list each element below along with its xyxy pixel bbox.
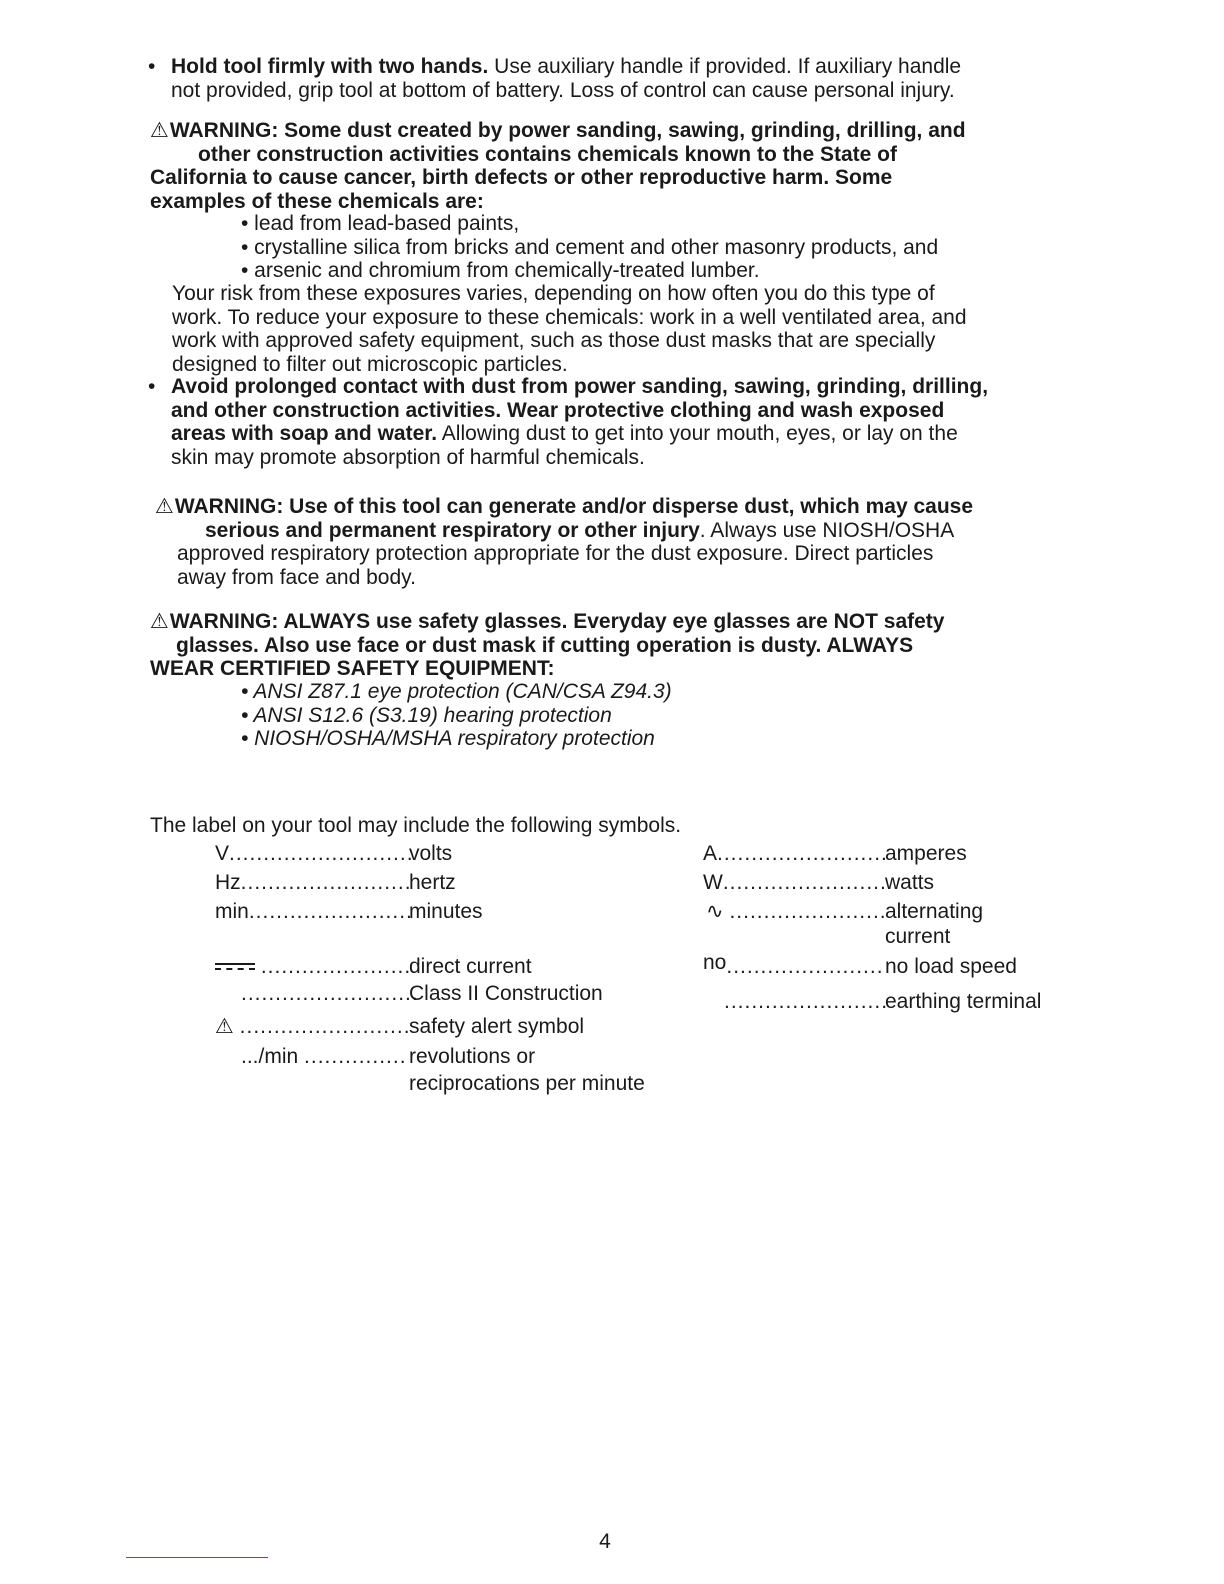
hold-tool-paragraph bbox=[171, 55, 1171, 102]
alternating-current-icon: ∿ bbox=[706, 900, 724, 923]
symbol-meaning-no-load-speed: no load speed bbox=[885, 955, 1017, 978]
warning1-line2: other construction activities contains chemicals known to the State of bbox=[198, 142, 897, 166]
paragraph-line: Your risk from these exposures varies, depending on how often you do this type of bbox=[172, 282, 935, 305]
leader-dots: ...................... bbox=[260, 955, 412, 978]
list-item: • arsenic and chromium from chemically-treated lumber. bbox=[241, 259, 760, 282]
warning3-line3: WEAR CERTIFIED SAFETY EQUIPMENT: bbox=[150, 657, 555, 680]
symbols-intro: The label on your tool may include the following symbols. bbox=[150, 814, 682, 837]
avoid-line1: Avoid prolonged contact with dust from power sanding, sawing, grinding, drilling, bbox=[171, 375, 989, 398]
symbol-row-safety-alert bbox=[215, 1015, 411, 1039]
paragraph-line: work with approved safety equipment, such as those dust masks that are specially bbox=[172, 329, 936, 352]
direct-current-icon bbox=[215, 962, 255, 972]
symbol-glyph: V bbox=[215, 842, 230, 865]
symbol-row-amperes bbox=[703, 842, 888, 866]
symbol-row-class-ii bbox=[241, 982, 419, 1006]
avoid-line4: skin may promote absorption of harmful chemicals. bbox=[171, 445, 645, 469]
symbol-row-minutes bbox=[215, 900, 413, 924]
avoid-line2: and other construction activities. Wear protective clothing and wash exposed bbox=[171, 398, 945, 422]
warning1-line4: examples of these chemicals are: bbox=[150, 189, 484, 213]
warning2-line3: approved respiratory protection appropriate for the dust exposure. Direct particles bbox=[177, 542, 934, 565]
chemical-list bbox=[241, 212, 938, 283]
leader-dots: ........................ bbox=[722, 871, 887, 894]
symbol-row-hertz bbox=[215, 871, 412, 895]
leader-dots: ............... bbox=[304, 1045, 407, 1068]
warning-icon: ⚠ bbox=[150, 119, 169, 142]
meaning-line: revolutions or bbox=[409, 1045, 536, 1068]
symbol-meaning-hertz: hertz bbox=[409, 871, 456, 894]
list-item: • ANSI S12.6 (S3.19) hearing protection bbox=[241, 703, 612, 727]
hold-tool-text-1: Use auxiliary handle if provided. If auxiliary handle bbox=[494, 55, 962, 78]
footer-rule bbox=[126, 1557, 268, 1558]
meaning-line: alternating bbox=[885, 900, 984, 923]
warning1-line3: California to cause cancer, birth defects or other reproductive harm. Some bbox=[150, 166, 893, 189]
symbol-meaning-minutes: minutes bbox=[409, 900, 483, 923]
symbol-row-alternating-current bbox=[706, 900, 887, 924]
warning3-line1: WARNING: ALWAYS use safety glasses. Everyday eye glasses are NOT safety bbox=[169, 610, 945, 633]
list-item: • ANSI Z87.1 eye protection (CAN/CSA Z94.3) bbox=[241, 680, 672, 703]
symbol-glyph: A bbox=[703, 842, 718, 865]
avoid-line3-text: Allowing dust to get into your mouth, eyes, or lay on the bbox=[441, 422, 958, 445]
leader-dots: .......................... bbox=[241, 982, 419, 1005]
symbol-meaning-class-ii: Class II Construction bbox=[409, 982, 603, 1005]
symbol-meaning-safety-alert: safety alert symbol bbox=[409, 1015, 585, 1038]
meaning-line: current bbox=[885, 924, 951, 948]
symbol-glyph: Hz bbox=[215, 871, 241, 894]
leader-dots: ........................ bbox=[248, 900, 413, 923]
symbol-row-volts bbox=[215, 842, 414, 866]
warning-icon: ⚠ bbox=[155, 495, 174, 518]
hold-tool-bold: Hold tool firmly with two hands. bbox=[171, 55, 489, 78]
warning2-line2-text: . Always use NIOSH/OSHA bbox=[699, 518, 955, 542]
avoid-bullet: • bbox=[148, 375, 156, 398]
warning2-line2-bold: serious and permanent respiratory or other injury bbox=[205, 518, 700, 542]
warning-cancer bbox=[150, 119, 966, 213]
hold-tool-bullet: • bbox=[148, 55, 156, 78]
symbol-meaning-volts: volts bbox=[409, 842, 453, 865]
page-number: 4 bbox=[599, 1530, 611, 1553]
symbol-meaning-alternating-current bbox=[885, 900, 983, 948]
symbol-row-per-minute bbox=[241, 1045, 407, 1069]
symbol-glyph: W bbox=[703, 871, 723, 894]
leader-dots: ........................ bbox=[724, 990, 889, 1013]
avoid-paragraph bbox=[171, 375, 988, 469]
leader-dots: ......................... bbox=[239, 1015, 411, 1038]
leader-dots: ......................... bbox=[717, 842, 888, 865]
symbol-row-earthing bbox=[724, 990, 888, 1014]
hold-tool-text-2: not provided, grip tool at bottom of battery. Loss of control can cause personal injury. bbox=[171, 78, 955, 102]
symbol-meaning-watts: watts bbox=[885, 871, 935, 894]
leader-dots: ........................... bbox=[229, 842, 414, 865]
paragraph-line: designed to filter out microscopic particles. bbox=[172, 352, 568, 376]
warning2-line4: away from face and body. bbox=[177, 565, 416, 589]
symbol-meaning-amperes: amperes bbox=[885, 842, 967, 865]
list-item: • lead from lead-based paints, bbox=[241, 212, 520, 235]
warning-dust bbox=[155, 495, 973, 589]
leader-dots: ....................... bbox=[726, 955, 884, 978]
symbol-glyph: .../min bbox=[241, 1045, 299, 1068]
warning2-line1: WARNING: Use of this tool can generate and/or disperse dust, which may cause bbox=[174, 495, 974, 518]
symbol-row-no-load-speed bbox=[703, 951, 884, 979]
symbol-row-direct-current bbox=[215, 955, 411, 979]
warning-icon: ⚠ bbox=[150, 610, 169, 633]
paragraph-line: work. To reduce your exposure to these chemicals: work in a well ventilated area, and bbox=[172, 305, 967, 329]
warning-safety-glasses bbox=[150, 610, 944, 681]
symbol-meaning-earthing: earthing terminal bbox=[885, 990, 1042, 1013]
list-item: • NIOSH/OSHA/MSHA respiratory protection bbox=[241, 727, 655, 750]
list-item: • crystalline silica from bricks and cement and other masonry products, and bbox=[241, 235, 939, 259]
symbol-meaning-direct-current: direct current bbox=[409, 955, 532, 978]
symbol-glyph: min bbox=[215, 900, 249, 923]
no-load-speed-glyph: no bbox=[703, 951, 727, 974]
symbol-meaning-per-minute bbox=[409, 1045, 645, 1095]
warning3-line2: glasses. Also use face or dust mask if cutting operation is dusty. ALWAYS bbox=[176, 633, 914, 657]
leader-dots: ....................... bbox=[729, 900, 887, 923]
equipment-list bbox=[241, 680, 672, 751]
avoid-line3-bold: areas with soap and water. bbox=[171, 422, 438, 445]
safety-alert-icon: ⚠ bbox=[215, 1015, 234, 1038]
leader-dots: ......................... bbox=[240, 871, 412, 894]
meaning-line: reciprocations per minute bbox=[409, 1071, 645, 1095]
exposure-paragraph bbox=[172, 282, 967, 376]
warning1-line1: WARNING: Some dust created by power sanding, sawing, grinding, drilling, and bbox=[169, 119, 966, 142]
symbol-row-watts bbox=[703, 871, 887, 895]
